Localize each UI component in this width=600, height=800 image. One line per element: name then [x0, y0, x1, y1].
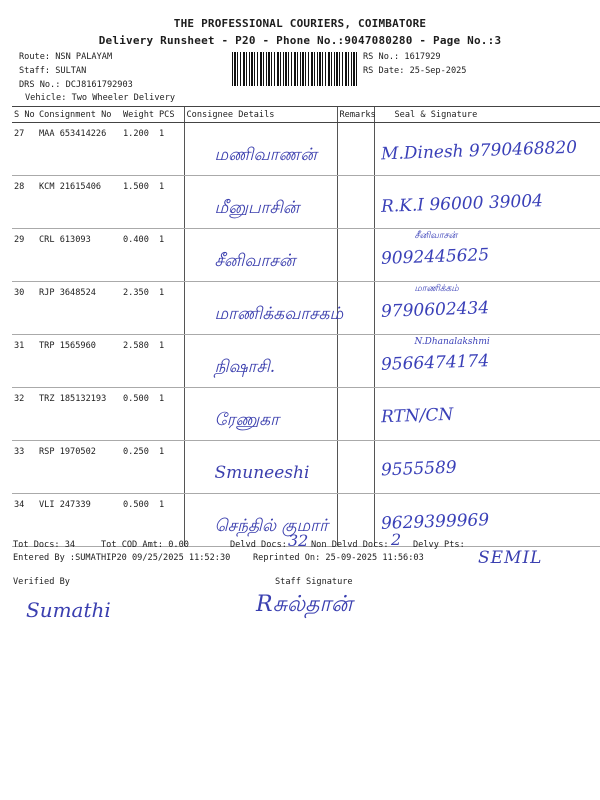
seal-handwriting: M.Dinesh 9790468820 [380, 137, 577, 165]
col-sno: S No [12, 107, 37, 123]
consignment-cell: RSP 1970502 [37, 441, 121, 494]
barcode [232, 52, 358, 86]
entered-by: Entered By :SUMATHIP20 09/25/2025 11:52:30 [13, 553, 231, 563]
company-title: THE PROFESSIONAL COURIERS, COIMBATORE [173, 17, 427, 30]
staff-signature-label: Staff Signature [275, 577, 353, 587]
pcs-cell: 1 [157, 229, 184, 282]
consignee-handwriting: நிஷாசி. [214, 357, 276, 377]
rs-number: RS No.: 1617929 [363, 52, 441, 62]
seal-cell [374, 176, 600, 229]
consignee-cell [184, 335, 337, 388]
seal-handwriting: R.K.I 96000 39004 [380, 191, 543, 217]
table-header-row [12, 107, 600, 123]
delvy-pts-label: Delvy Pts: [413, 540, 465, 550]
route-text: Route: NSN PALAYAM [19, 52, 113, 62]
sno-cell: 28 [12, 176, 37, 229]
seal-cell [374, 229, 600, 282]
sno-cell: 32 [12, 388, 37, 441]
seal-note: மாணிக்கம் [414, 284, 459, 294]
col-consignment: Consignment No [37, 107, 121, 123]
consignee-handwriting: மணிவாணன் [214, 145, 317, 165]
col-remarks: Remarks [337, 107, 374, 123]
staff-signature: Rசுல்தான் [256, 592, 353, 617]
seal-handwriting: 9566474174 [380, 351, 489, 375]
col-weight: Weight [121, 107, 157, 123]
consignment-cell: TRP 1565960 [37, 335, 121, 388]
seal-cell [374, 335, 600, 388]
weight-cell: 0.400 [121, 229, 157, 282]
col-consignee: Consignee Details [184, 107, 337, 123]
delvy-pts-handwriting: SEMIL [478, 548, 543, 568]
seal-handwriting: 9555589 [380, 457, 457, 481]
table-row [12, 335, 600, 388]
weight-cell: 2.580 [121, 335, 157, 388]
runsheet-subtitle: Delivery Runsheet - P20 - Phone No.:9047080280 - Page No.:3 [98, 34, 502, 47]
consignee-cell [184, 388, 337, 441]
pcs-cell: 1 [157, 176, 184, 229]
sno-cell: 34 [12, 494, 37, 547]
sno-cell: 29 [12, 229, 37, 282]
seal-handwriting: 9790602434 [380, 298, 489, 322]
consignee-handwriting: சீனிவாசன் [214, 251, 296, 271]
col-pcs: PCS [157, 107, 184, 123]
non-delvd-docs-handwriting: 2 [391, 530, 402, 549]
seal-handwriting: RTN/CN [380, 404, 454, 428]
drs-text: DRS No.: DCJ8161792903 [19, 80, 133, 90]
verified-by-label: Verified By [13, 577, 70, 587]
seal-cell [374, 441, 600, 494]
pcs-cell: 1 [157, 494, 184, 547]
verified-signature: Sumathi [26, 598, 111, 622]
consignee-cell [184, 441, 337, 494]
seal-note: சீனிவாசன் [414, 231, 458, 241]
consignee-cell [184, 494, 337, 547]
pcs-cell: 1 [157, 335, 184, 388]
pcs-cell: 1 [157, 282, 184, 335]
remarks-cell [337, 335, 374, 388]
consignee-cell [184, 123, 337, 176]
vehicle-text: Vehicle: Two Wheeler Delivery [25, 93, 176, 103]
consignee-handwriting: மாணிக்கவாசகம் [214, 304, 344, 324]
seal-cell [374, 494, 600, 547]
remarks-cell [337, 388, 374, 441]
consignee-handwriting: மீனுபாசின் [214, 198, 300, 218]
consignee-cell [184, 282, 344, 335]
table-row [12, 123, 600, 176]
table-row [12, 441, 600, 494]
remarks-cell [337, 229, 374, 282]
consignee-handwriting: Smuneeshi [214, 463, 310, 483]
consignment-cell: MAA 653414226 [37, 123, 121, 176]
pcs-cell: 1 [157, 388, 184, 441]
sno-cell: 31 [12, 335, 37, 388]
seal-cell [374, 282, 600, 335]
sno-cell: 33 [12, 441, 37, 494]
col-seal: Seal & Signature [374, 107, 600, 123]
table-row [12, 282, 600, 335]
sno-cell: 27 [12, 123, 37, 176]
weight-cell: 0.500 [121, 388, 157, 441]
table-row [12, 176, 600, 229]
delvd-docs-handwriting: 32 [288, 531, 309, 550]
weight-cell: 2.350 [121, 282, 157, 335]
consignment-cell: RJP 3648524 [37, 282, 121, 335]
weight-cell: 0.500 [121, 494, 157, 547]
staff-text: Staff: SULTAN [19, 66, 87, 76]
table-row [12, 388, 600, 441]
non-delvd-docs-label: Non Delvd Docs: [311, 540, 389, 550]
consignment-cell: CRL 613093 [37, 229, 121, 282]
tot-cod-amt: Tot COD Amt: 0.00 [101, 540, 189, 550]
consignee-cell [184, 176, 337, 229]
remarks-cell [337, 176, 374, 229]
remarks-cell [337, 282, 374, 335]
weight-cell: 1.200 [121, 123, 157, 176]
seal-handwriting: 9092445625 [380, 245, 489, 269]
reprinted-on: Reprinted On: 25-09-2025 11:56:03 [253, 553, 424, 563]
seal-note: N.Dhanalakshmi [414, 337, 490, 347]
remarks-cell [337, 123, 374, 176]
seal-cell [374, 388, 600, 441]
seal-cell [374, 123, 600, 176]
sno-cell: 30 [12, 282, 37, 335]
consignee-handwriting: ரேணுகா [214, 410, 279, 430]
remarks-cell [337, 441, 374, 494]
weight-cell: 0.250 [121, 441, 157, 494]
remarks-cell [337, 494, 374, 547]
consignment-cell: TRZ 185132193 [37, 388, 121, 441]
seal-handwriting: 9629399969 [380, 510, 489, 534]
rs-date: RS Date: 25-Sep-2025 [363, 66, 467, 76]
pcs-cell: 1 [157, 441, 184, 494]
consignment-cell: VLI 247339 [37, 494, 121, 547]
runsheet-table [12, 106, 600, 547]
delvd-docs-label: Delvd Docs: [230, 540, 287, 550]
weight-cell: 1.500 [121, 176, 157, 229]
consignee-cell [184, 229, 337, 282]
table-row [12, 229, 600, 282]
pcs-cell: 1 [157, 123, 184, 176]
consignee-handwriting: செந்தில் குமார் [214, 516, 328, 536]
consignment-cell: KCM 21615406 [37, 176, 121, 229]
tot-docs: Tot Docs: 34 [13, 540, 76, 550]
